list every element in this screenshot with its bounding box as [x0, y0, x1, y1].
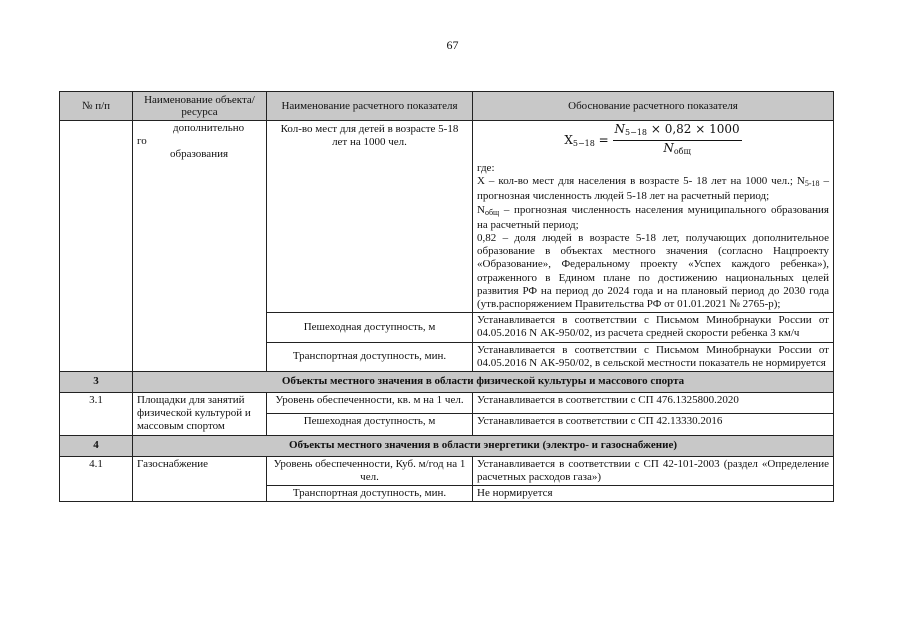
cell-basis: Устанавливается в соответствии с СП 476.1325800.2020	[473, 393, 834, 414]
header-object: Наименование объекта/ресурса	[133, 92, 267, 121]
def-nobsh-sub: общ	[484, 207, 500, 217]
cell-basis: Устанавливается в соответствии с СП 42.13330.2016	[473, 414, 834, 435]
definition-082: 0,82 – доля людей в возрасте 5-18 лет, получающих дополнительное образование в объектах местного значения (согласно Нацпроекту «Образование», Федеральному проекту «Успех каждого ребенка»), отраженного в Едином плане по достижению национальных целей развития РФ на период до 2024 года и на плановый период до 2030 года (утв.распоряжением Правительства РФ от 01.01.2021 № 2765-р);	[477, 232, 829, 311]
cell-basis-transport: Устанавливается в соответствии с Письмом Минобрнауки России от 04.05.2016 N АК-950/02, в сельской местности показатель не нормируется	[473, 342, 834, 371]
def-n518-text: – прогнозная численность людей 5-18 лет на расчетный период;	[477, 175, 829, 203]
formula-den-n: N	[663, 141, 674, 155]
cell-indicator: Пешеходная доступность, м	[267, 414, 473, 435]
where-label: где:	[477, 162, 495, 174]
definition-nobsh	[477, 204, 829, 232]
formula-lhs-sub: 5−18	[572, 139, 595, 148]
def-n518-n: N	[796, 175, 805, 188]
table-row	[60, 456, 834, 485]
object-line: го	[137, 135, 147, 148]
cell-num: 4.1	[60, 456, 133, 502]
formula: $X_{5-18}$ = $\frac{N_{5-18} \times 0,82 \times 1000}{N_{общ}}$	[477, 122, 829, 159]
definition-x	[477, 175, 829, 203]
cell-indicator-transport: Транспортная доступность, мин.	[267, 342, 473, 371]
cell-indicator: Уровень обеспеченности, Куб. м/год на 1 чел.	[267, 456, 473, 485]
cell-indicator: Транспортная доступность, мин.	[267, 486, 473, 502]
section-row	[60, 372, 834, 393]
def-n518-sub: 5-18	[804, 179, 820, 189]
page-number: 67	[446, 38, 459, 52]
cell-num-empty	[60, 121, 133, 372]
cell-basis-walk: Устанавливается в соответствии с Письмом Минобрнауки России от 04.05.2016 N АК-950/02, из расчета средней скорости ребенка 3 км/ч	[473, 313, 834, 342]
formula-num-n: N	[614, 122, 626, 136]
table-row	[60, 393, 834, 414]
formula-denominator	[613, 141, 742, 159]
header-basis: Обоснование расчетного показателя	[473, 92, 834, 121]
cell-indicator-places: Кол-во мест для детей в возрасте 5-18 лет на 1000 чел.	[267, 121, 473, 313]
header-num: № п/п	[60, 92, 133, 121]
formula-lhs: X	[564, 133, 573, 147]
section-title: Объекты местного значения в области физической культуры и массового спорта	[133, 372, 834, 393]
cell-num: 3.1	[60, 393, 133, 436]
def-nobsh-text: – прогнозная численность населения муниципального образования на расчетный период;	[477, 203, 829, 231]
section-title: Объекты местного значения в области энергетики (электро- и газоснабжение)	[133, 435, 834, 456]
section-row	[60, 435, 834, 456]
formula-num-rest: × 0,82 × 1000	[647, 122, 740, 136]
def-x-text: X – кол-во мест для населения в возрасте 5- 18 лет на 1000 чел.;	[477, 175, 793, 188]
cell-object-education	[133, 121, 267, 372]
table-row	[60, 121, 834, 313]
object-line: дополнительно	[173, 122, 245, 134]
formula-fraction	[613, 122, 742, 159]
table-header-row	[60, 92, 834, 121]
formula-numerator	[613, 122, 742, 141]
indicators-table	[59, 91, 834, 502]
section-num: 4	[60, 435, 133, 456]
cell-object: Газоснабжение	[133, 456, 267, 502]
formula-den-sub: общ	[673, 147, 691, 156]
cell-indicator: Уровень обеспеченности, кв. м на 1 чел.	[267, 393, 473, 414]
cell-basis: Не нормируется	[473, 486, 834, 502]
formula-num-sub: 5−18	[625, 128, 648, 137]
section-num: 3	[60, 372, 133, 393]
cell-indicator-walk: Пешеходная доступность, м	[267, 313, 473, 342]
cell-basis: Устанавливается в соответствии с СП 42-101-2003 (раздел «Определение расчетных расходов газа»)	[473, 456, 834, 485]
header-indicator: Наименование расчетного показателя	[267, 92, 473, 121]
cell-basis-formula	[473, 121, 834, 313]
cell-object: Площадки для занятий физической культурой и массовым спортом	[133, 393, 267, 436]
def-nobsh-n: N	[477, 203, 485, 216]
object-line: образования	[170, 148, 229, 161]
